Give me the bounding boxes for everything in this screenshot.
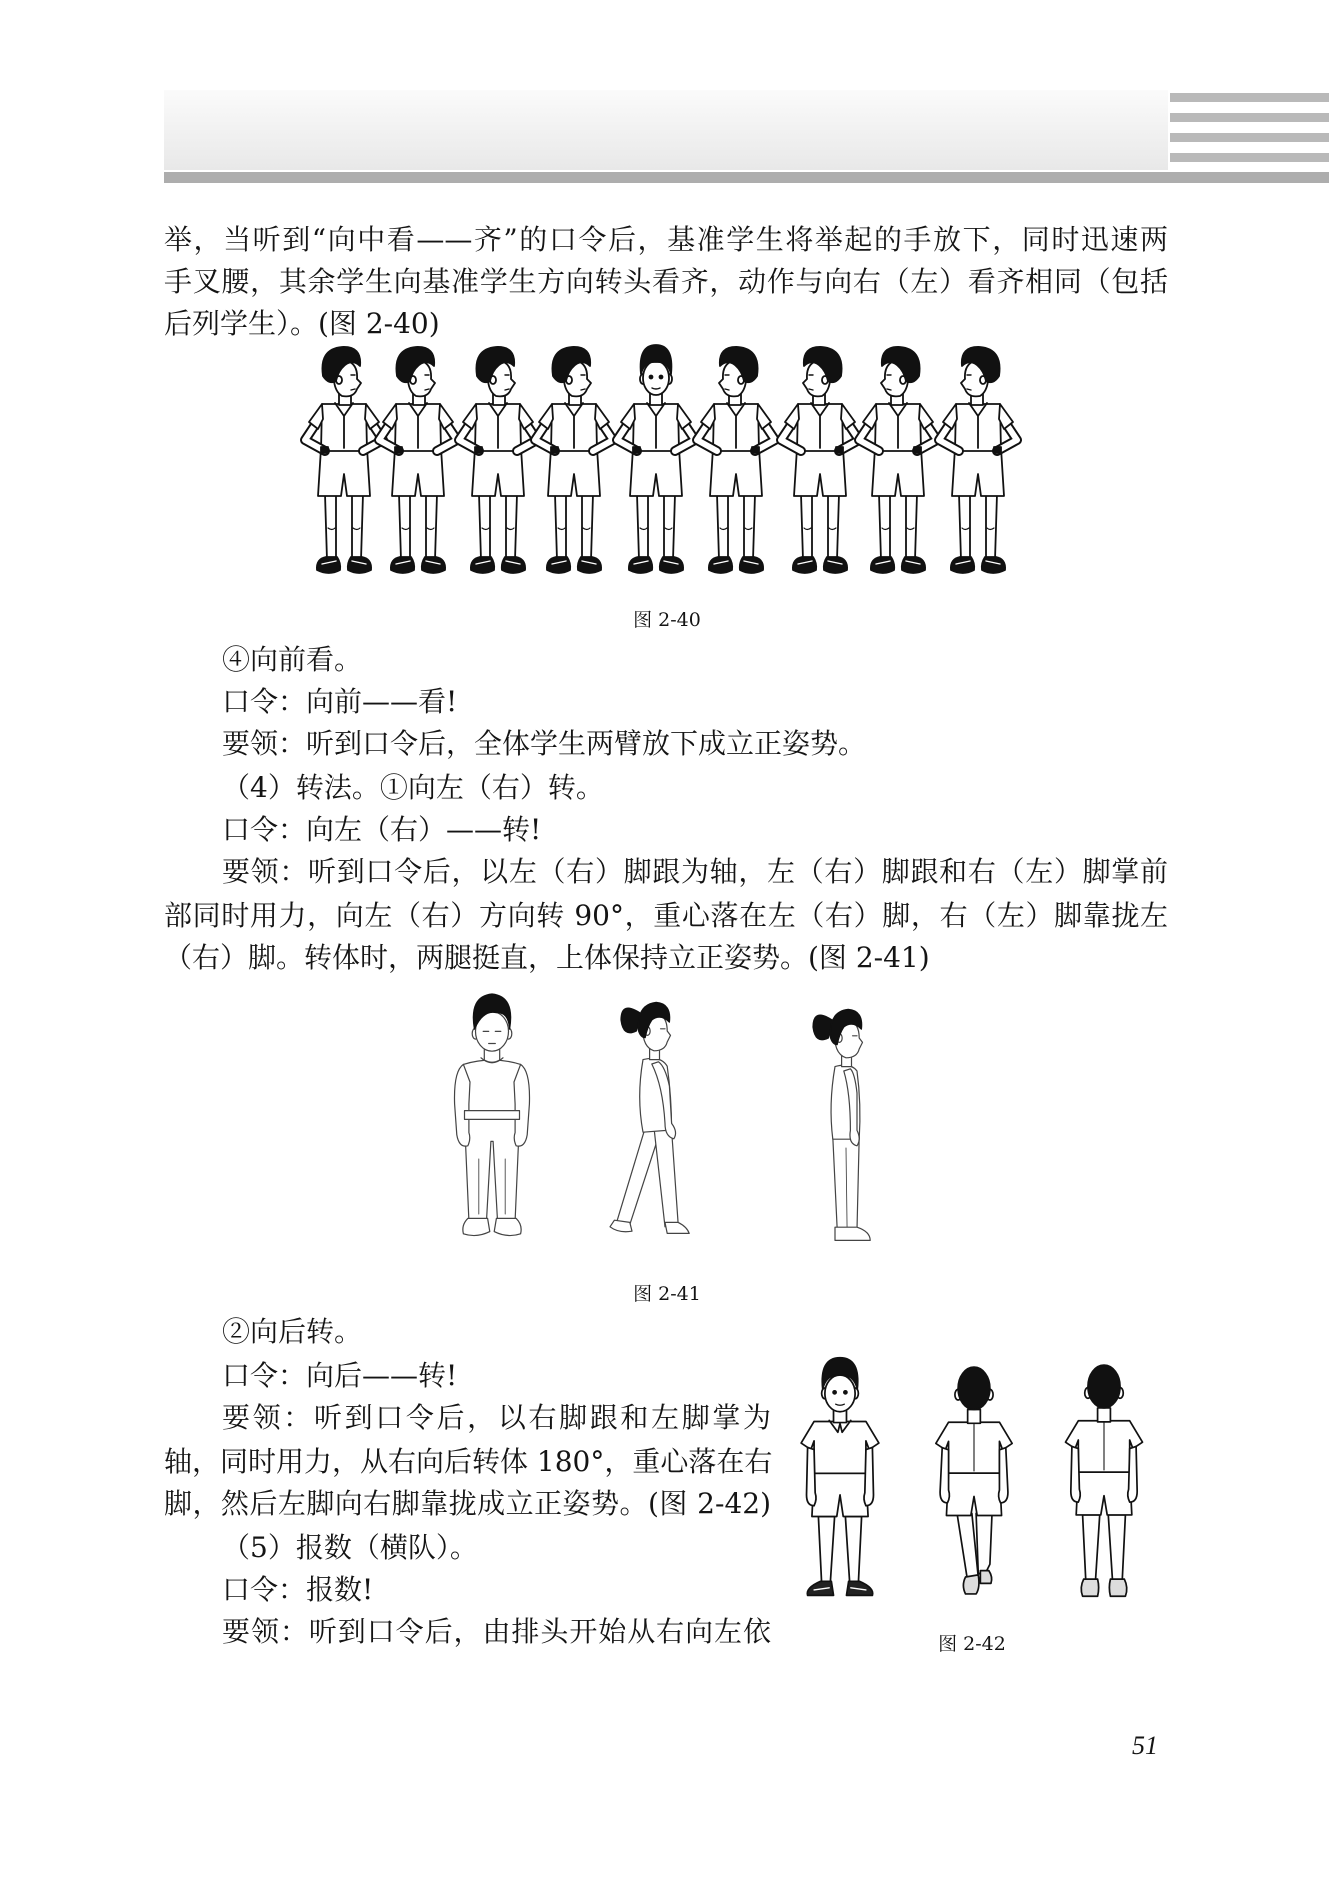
front-standing-figure: [801, 1358, 879, 1596]
essentials-line: 要领：听到口令后，以左（右）脚跟为轴，左（右）脚跟和右（左）脚掌前: [222, 855, 1168, 888]
header-rule: [164, 172, 1329, 183]
command-line: 口令：向后——转!: [222, 1359, 458, 1392]
figure-2-41-illustration: [444, 983, 939, 1255]
paragraph-line: 脚，然后左脚向右脚靠拢成立正姿势。(图 2-42): [164, 1487, 771, 1520]
student-figure-1: [305, 347, 383, 573]
heading-look-front: ④向前看。: [222, 643, 363, 676]
figure-2-40-illustration: [306, 342, 1029, 582]
essentials-line: 要领：听到口令后，由排头开始从右向左依: [222, 1615, 771, 1648]
paragraph-line: 轴，同时用力，从右向后转体 180°，重心落在右: [164, 1445, 773, 1478]
heading-about-turn: ②向后转。: [222, 1315, 363, 1348]
standing-front-figure: [454, 994, 529, 1236]
header-stripe: [1170, 113, 1329, 122]
student-figure-6: [697, 347, 775, 573]
student-figure-7: [781, 347, 859, 573]
essentials-line: 要领：听到口令后，以右脚跟和左脚掌为: [222, 1401, 771, 1434]
page-number: 51: [1132, 1731, 1158, 1760]
back-view-walking-figure: [936, 1367, 1012, 1594]
standing-side-figure: [813, 1009, 870, 1240]
figure-2-42-caption: 图 2-42: [938, 1633, 1006, 1655]
student-figure-3: [459, 347, 537, 573]
essentials-line: 要领：听到口令后，全体学生两臂放下成立正姿势。: [222, 727, 867, 760]
header-stripe: [1170, 133, 1329, 142]
command-line: 口令：向前——看!: [222, 685, 458, 718]
student-figure-4: [535, 347, 613, 573]
student-figure-9: [939, 347, 1017, 573]
student-figure-2: [379, 347, 457, 573]
figure-2-41-caption: 图 2-41: [633, 1283, 701, 1305]
figure-2-42-illustration: [800, 1355, 1150, 1611]
header-stripe: [1170, 93, 1329, 102]
paragraph-line: 举，当听到“向中看——齐”的口令后，基准学生将举起的手放下，同时迅速两: [164, 223, 1168, 256]
header-band: [164, 90, 1168, 170]
figure-2-40-caption: 图 2-40: [633, 609, 701, 631]
header-stripe: [1170, 153, 1329, 162]
walking-side-figure: [610, 1002, 689, 1233]
paragraph-line: 部同时用力，向左（右）方向转 90°，重心落在左（右）脚，右（左）脚靠拢左: [164, 899, 1168, 932]
paragraph-line: 后列学生）。(图 2-40): [164, 307, 440, 340]
back-view-standing-figure: [1065, 1365, 1142, 1596]
paragraph-line: 手叉腰，其余学生向基准学生方向转头看齐，动作与向右（左）看齐相同（包括: [164, 265, 1168, 298]
heading-turning: （4）转法。①向左（右）转。: [222, 771, 604, 804]
student-figure-8: [859, 347, 937, 573]
paragraph-line: （右）脚。转体时，两腿挺直，上体保持立正姿势。(图 2-41): [164, 941, 930, 974]
command-line: 口令：报数!: [222, 1573, 374, 1606]
command-line: 口令：向左（右）——转!: [222, 813, 542, 846]
heading-count-off: （5）报数（横队）。: [222, 1531, 478, 1564]
base-student-figure: [617, 345, 695, 573]
